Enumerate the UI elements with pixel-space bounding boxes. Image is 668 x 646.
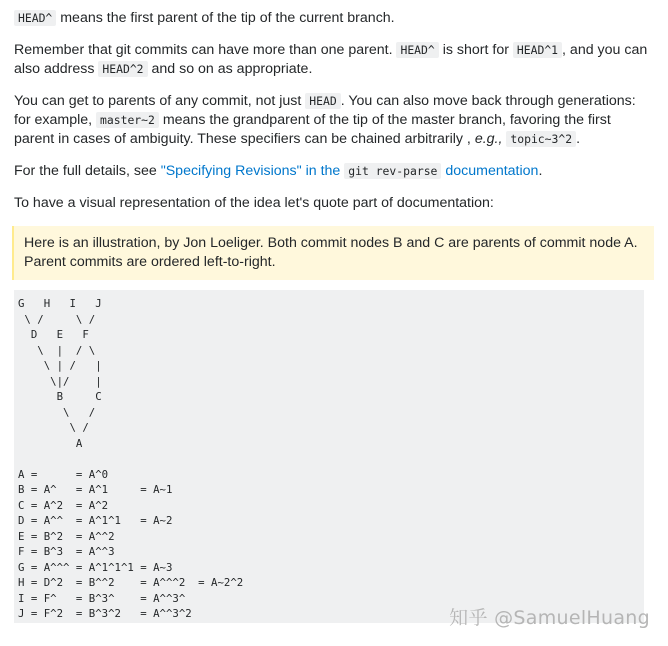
inline-code: HEAD^2 — [98, 61, 147, 77]
quote-block — [12, 226, 654, 280]
text: . — [576, 131, 581, 147]
paragraph-multiple-parents — [14, 41, 654, 79]
code-block: G H I J \ / \ / D E F \ | / \ \ | / | \|/ | B C \ / \ / A A = = A^0 B = A^ = A^1 = A~1 C = A^2 = A^2 D = A^^ = A^1^1 = A~2 E = B^2 = A^^2 F = B^3 = A^^3 G = A^^^ = A^1^1^1 = A~3 H = D^2 = B^^2 = A^^^2 = A~2^2 I = F^ = B^3^ = A^^3^ J = F^2 = B^3^2 = A^^3^2 — [14, 290, 644, 623]
inline-code: HEAD^ — [14, 10, 56, 26]
quote-text: Here is an illustration, by Jon Loeliger. Both commit nodes B and C are parents of commit node A. Parent commits are ordered left-to-right. — [24, 235, 638, 270]
paragraph-visual-representation: To have a visual representation of the idea let's quote part of documentation: — [14, 195, 494, 211]
inline-code: master~2 — [96, 112, 159, 128]
inline-code: HEAD^1 — [513, 42, 562, 58]
text: and so on as appropriate. — [147, 61, 313, 77]
text: is short for — [438, 42, 513, 58]
paragraph-head-caret — [14, 9, 654, 28]
answer-body — [14, 9, 654, 623]
inline-code: topic~3^2 — [506, 131, 576, 147]
paragraph-full-details — [14, 162, 654, 181]
link-text: documentation — [441, 163, 539, 179]
watermark: 知乎 @SamuelHuang — [449, 607, 650, 629]
emphasis: e.g., — [474, 131, 503, 147]
text: means the grandparent of the tip of the master branch, favoring the first parent in cases of ambiguity. These specifiers can be chained arbitrarily , — [14, 112, 611, 147]
inline-code: HEAD^ — [396, 42, 438, 58]
text: Remember that git commits can have more than one parent. — [14, 42, 397, 58]
text: means the first parent of the tip of the current branch. — [56, 10, 395, 26]
link-text: "Specifying Revisions" in the — [160, 163, 345, 179]
rev-parse-documentation-link[interactable] — [161, 163, 539, 179]
text: . You can also move back through generations: for example, — [14, 93, 636, 128]
paragraph-generations — [14, 92, 654, 149]
inline-code: git rev-parse — [344, 163, 441, 179]
inline-code: HEAD — [305, 93, 340, 109]
text: . — [538, 163, 543, 179]
text: For the full details, see — [14, 163, 161, 179]
text: You can get to parents of any commit, not just — [14, 93, 306, 109]
text: , and you can also address — [14, 42, 648, 77]
